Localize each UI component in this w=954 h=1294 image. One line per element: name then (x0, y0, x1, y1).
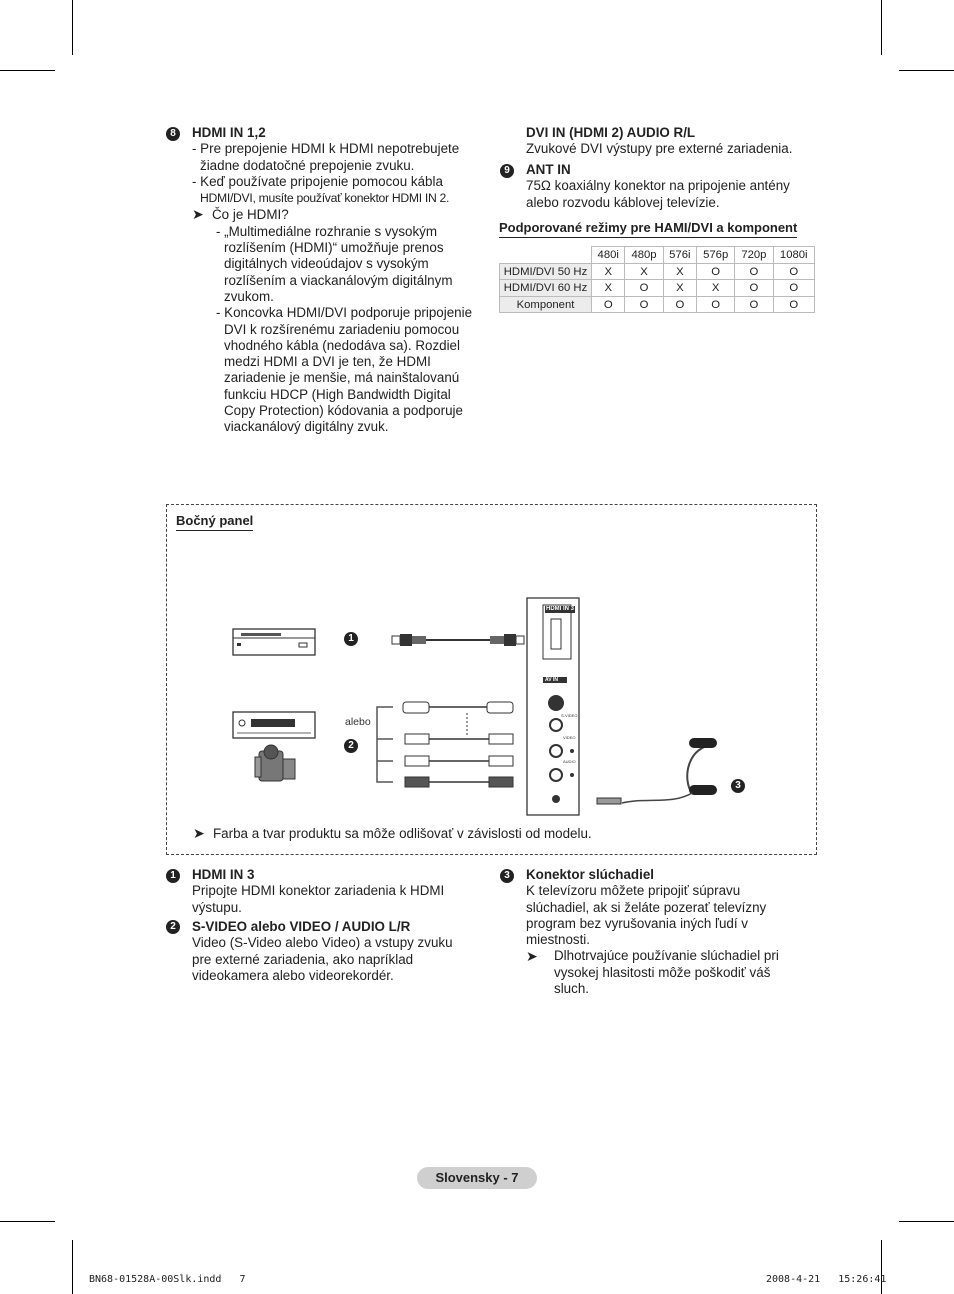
table-header-cell: 720p (735, 247, 773, 264)
note-arrow-icon: ➤ (193, 825, 205, 841)
section-title: HDMI IN 3 (192, 867, 255, 882)
note-text: Dlhotrvajúce používanie slúchadiel pri vysokej hlasitosti môže poškodiť váš sluch. (554, 948, 779, 997)
bullet-text-continued: HDMI/DVI, musíte používať konektor HDMI IN 2. (200, 191, 450, 206)
row-label: HDMI/DVI 50 Hz (500, 263, 592, 280)
hdmi-cable-icon (392, 634, 524, 646)
audio-port-label: AUDIO (563, 759, 576, 764)
bullet-text: - Keď používate pripojenie pomocou kábla (192, 173, 443, 189)
modes-table (499, 246, 815, 313)
section-hdmi-in-3 (192, 867, 472, 916)
note-arrow-icon: ➤ (192, 206, 204, 223)
file-slug: BN68-01528A-00Slk.indd 7 (89, 1274, 246, 1285)
table-cell: O (625, 296, 663, 313)
table-cell: O (592, 296, 625, 313)
table-header-cell: 480p (625, 247, 663, 264)
note-line (526, 948, 796, 997)
section-text: K televízoru môžete pripojiť súpravu slúchadiel, ak si želáte pozerať televízny program bez vyrušovania iných ľudí v miestnosti. (526, 883, 767, 948)
section-dvi-in (526, 125, 816, 158)
table-cell: O (735, 280, 773, 297)
section-headphone-jack (526, 867, 796, 997)
table-cell: O (773, 263, 815, 280)
crop-mark (0, 1221, 55, 1222)
crop-mark (881, 0, 882, 55)
table-header-cell: 1080i (773, 247, 815, 264)
table-cell: X (663, 280, 696, 297)
section-number-2: 2 (166, 920, 180, 934)
table-cell: X (592, 280, 625, 297)
section-number-9: 9 (500, 164, 514, 178)
section-number-8: 8 (166, 127, 180, 141)
dvd-player-icon (233, 629, 315, 655)
crop-mark (899, 70, 954, 71)
video-port-label: VIDEO (563, 735, 576, 740)
table-cell: X (592, 263, 625, 280)
bullet-text: - Pre prepojenie HDMI k HDMI nepotrebujete žiadne dodatočné prepojenie zvuku. (192, 141, 460, 173)
rca-cables-icon (405, 713, 513, 787)
panel-note-text: Farba a tvar produktu sa môže odlišovať v závislosti od modelu. (213, 826, 592, 841)
hdmi-in-3-label: HDMI IN 3 (546, 606, 575, 612)
table-cell: O (735, 263, 773, 280)
table-cell: O (663, 296, 696, 313)
table-cell: O (697, 263, 735, 280)
section-text: Video (S-Video alebo Video) a vstupy zvuku pre externé zariadenia, ako napríklad videokamera alebo videorekordér. (192, 935, 453, 983)
crop-mark (0, 70, 55, 71)
table-cell: O (625, 280, 663, 297)
crop-mark (72, 1240, 73, 1294)
section-hdmi-in-1-2 (192, 125, 482, 436)
section-number-1: 1 (166, 869, 180, 883)
section-text: Pripojte HDMI konektor zariadenia k HDMI výstupu. (192, 883, 445, 915)
table-header-cell: 480i (592, 247, 625, 264)
modes-title: Podporované režimy pre HAMI/DVI a komponent (499, 220, 797, 238)
table-cell: O (735, 296, 773, 313)
section-svideo-video-audio (192, 919, 474, 984)
diagram-number-2: 2 (344, 739, 358, 753)
date-slug: 2008-4-21 15:26:41 (766, 1274, 887, 1285)
section-title: ANT IN (526, 162, 571, 177)
section-number-3: 3 (500, 869, 514, 883)
vcr-icon (233, 712, 315, 738)
side-panel-box (166, 504, 817, 855)
crop-mark (72, 0, 73, 55)
definition-block (192, 224, 482, 436)
headphones-icon (597, 738, 717, 804)
bracket-line (377, 707, 393, 782)
diagram-number-1: 1 (344, 632, 358, 646)
section-title: DVI IN (HDMI 2) AUDIO R/L (526, 125, 696, 140)
note-line (192, 206, 482, 223)
supported-modes (499, 220, 816, 313)
camcorder-icon (255, 745, 295, 781)
av-in-label: AV IN (545, 677, 558, 683)
section-title: S-VIDEO alebo VIDEO / AUDIO L/R (192, 919, 411, 934)
table-cell: O (697, 296, 735, 313)
section-ant-in (526, 162, 816, 211)
row-label: Komponent (500, 296, 592, 313)
table-cell: X (625, 263, 663, 280)
section-text: Zvukové DVI výstupy pre externé zariadenia. (526, 141, 793, 157)
note-question: Čo je HDMI? (212, 207, 289, 223)
table-header-cell: 576i (663, 247, 696, 264)
table-cell: X (697, 280, 735, 297)
table-cell: O (773, 296, 815, 313)
panel-note (193, 825, 592, 842)
table-cell: O (773, 280, 815, 297)
page-number-badge: Slovensky - 7 (417, 1167, 537, 1189)
section-title: HDMI IN 1,2 (192, 125, 266, 140)
table-row (500, 263, 815, 280)
table-corner (500, 247, 592, 264)
table-header-cell: 576p (697, 247, 735, 264)
crop-mark (899, 1221, 954, 1222)
table-cell: X (663, 263, 696, 280)
panel-or-label: alebo (345, 716, 371, 728)
note-arrow-icon: ➤ (526, 948, 538, 965)
panel-title: Bočný panel (176, 513, 253, 531)
svideo-cable-icon (403, 702, 513, 713)
section-text: 75Ω koaxiálny konektor na pripojenie antény alebo rozvodu káblovej televízie. (526, 178, 790, 210)
definition-text: - Koncovka HDMI/DVI podporuje pripojenie DVI k rozšírenému zariadeniu pomocou vhodného kábla (nedodáva sa). Rozdiel medzi HDMI a DVI je ten, že HDMI zariadenie je menšie, má nainštalovanú funkciu HDCP (High Bandwidth Digital Copy Protection) kódovania a podporuje viackanálový digitálny zvuk. (216, 305, 473, 435)
section-title: Konektor slúchadiel (526, 867, 654, 882)
table-header-row (500, 247, 815, 264)
tv-side-panel (527, 598, 579, 815)
row-label: HDMI/DVI 60 Hz (500, 280, 592, 297)
svideo-port-label: S-VIDEO (561, 713, 578, 718)
diagram-number-3: 3 (731, 779, 745, 793)
table-row (500, 280, 815, 297)
connection-diagram (167, 505, 818, 856)
table-row (500, 296, 815, 313)
definition-text: - „Multimediálne rozhranie s vysokým rozlíšením (HDMI)“ umožňuje prenos digitálnych videoúdajov s vysokým rozlíšením a viackanálovým digitálnym zvukom. (216, 223, 453, 304)
